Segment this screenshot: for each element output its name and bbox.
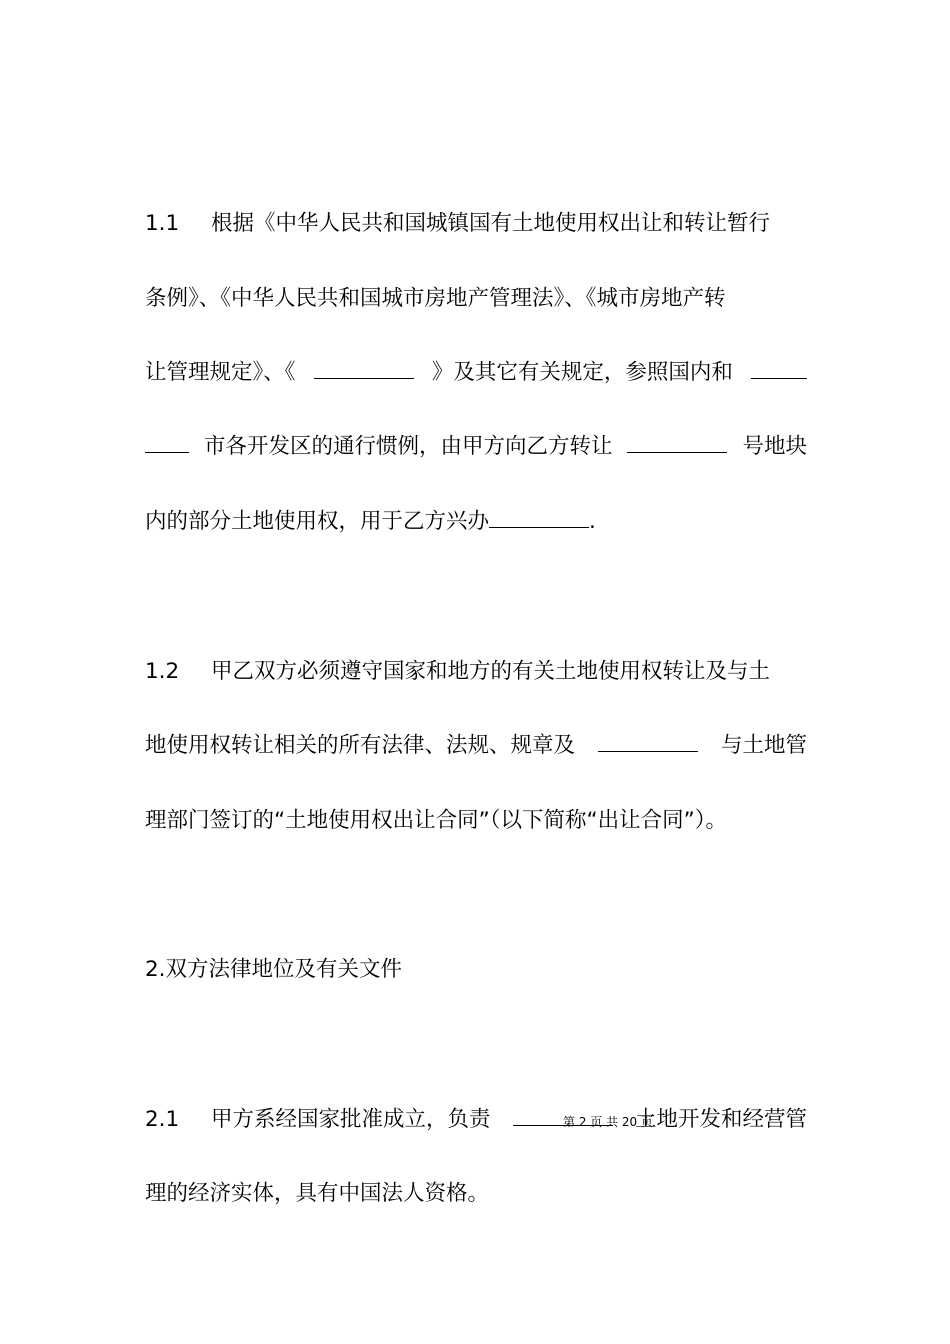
clause-1-1-line-4 [145,432,807,462]
clause-text: . [589,509,596,534]
blank-field [314,358,414,379]
blank-field [145,432,189,453]
clause-number: 2.1 [145,1107,180,1132]
blank-field [489,507,589,528]
clause-text: 甲乙双方必须遵守国家和地方的有关土地使用权转让及与土 [211,659,771,684]
clause-1-1-line-2 [145,284,807,314]
clause-text: 让管理规定》、《 [145,360,296,385]
section-2-heading [145,955,807,985]
blank-field [627,432,727,453]
clause-text: 根据《中华人民共和国城镇国有土地使用权出让和转让暂行 [211,211,771,236]
clause-2-1-line-1 [145,1105,807,1135]
clause-text: 条例》、《中华人民共和国城市房地产管理法》、《城市房地产转 [145,286,726,311]
clause-text: 号地块 [742,434,807,459]
clause-1-1-line-5 [145,507,807,537]
clause-text: 地使用权转让相关的所有法律、法规、规章及 [145,733,576,758]
clause-1-2-line-1 [145,657,807,687]
blank-field [598,731,698,752]
clause-text: 理部门签订的“土地使用权出让合同”（以下简称“出让合同”）。 [145,808,728,833]
page-number-footer: 第 2 页 共 20 页 [563,1115,653,1129]
clause-number: 1.1 [145,211,180,236]
clause-text: 》及其它有关规定，参照国内和 [431,360,733,385]
clause-number: 1.2 [145,659,180,684]
clause-1-2-line-3 [145,806,807,836]
clause-text: 与土地管 [720,733,807,758]
clause-1-2-line-2 [145,731,807,761]
section-heading: 2.双方法律地位及有关文件 [145,957,403,982]
clause-text: 土地开发和经营管 [634,1107,807,1132]
clause-text: 理的经济实体，具有中国法人资格。 [145,1181,490,1206]
clause-1-1-line-1 [145,209,807,239]
clause-2-1-line-2 [145,1179,807,1209]
clause-text: 甲方系经国家批准成立，负责 [211,1107,491,1132]
clause-1-1-line-3 [145,358,807,388]
blank-field [751,358,807,379]
clause-text: 市各开发区的通行惯例，由甲方向乙方转让 [203,434,613,459]
clause-text: 内的部分土地使用权，用于乙方兴办 [145,509,490,534]
